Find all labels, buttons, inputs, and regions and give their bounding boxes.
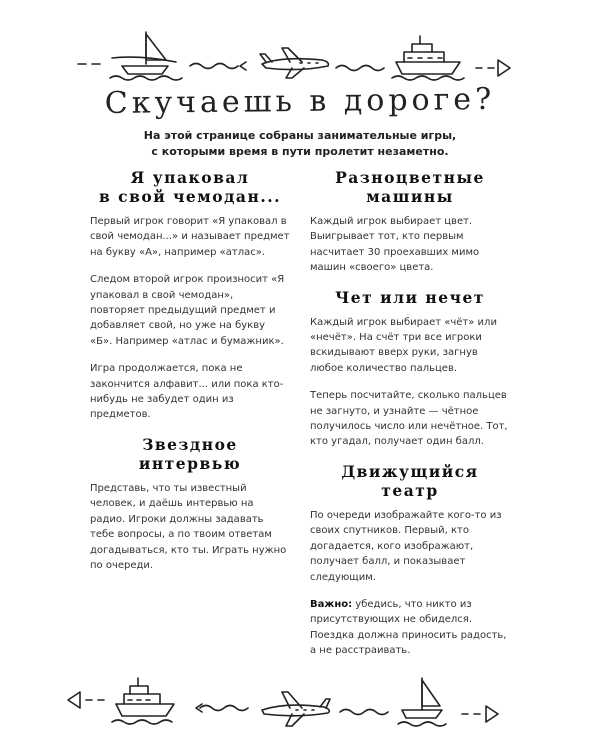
airplane-icon — [262, 692, 330, 726]
section-heading-star-interview — [90, 435, 290, 473]
wave-arrow-icon — [196, 704, 248, 712]
wave-icon-2 — [336, 66, 384, 71]
bottom-travel-border — [0, 670, 600, 736]
paragraph: Первый игрок говорит «Я упаковал в свой чемодан...» и называет предмет на букву «А», например «атлас». — [90, 216, 290, 258]
paragraph: По очереди изображайте кого-то из своих спутников. Первый, кто догадается, кого изображают, получает балл, и показывает следующим. — [310, 509, 502, 583]
heading-line: Движущийся — [341, 461, 479, 481]
ship-icon — [112, 678, 174, 724]
heading-line: интервью — [138, 453, 242, 473]
wave-icon — [190, 62, 246, 70]
arrow-right-icon — [462, 706, 498, 722]
paragraph: Каждый игрок выбирает цвет. Выигрывает тот, кто первым насчитает 30 проехавших мимо машин «своего» цвета. — [310, 216, 480, 274]
airplane-icon — [260, 48, 328, 78]
arrow-right-icon — [476, 60, 510, 76]
section-heading-suitcase — [90, 168, 290, 206]
sailboat-icon — [398, 678, 446, 726]
important-text: убедись, что никто из присутствующих не обиделся. Поездка должна приносить радость, а не расстраивать. — [310, 598, 507, 657]
important-label: Важно: — [310, 598, 353, 610]
ship-icon — [392, 36, 464, 80]
intro-text — [60, 128, 540, 160]
paragraph: Игра продолжается, пока не закончится алфавит... или пока кто-нибудь не забудет один из предметов. — [90, 363, 284, 421]
paragraph-important — [310, 597, 510, 659]
paragraph: Следом второй игрок произносит «Я упаковал в свой чемодан», повторяет предыдущий предмет и добавляет свой, но уже на букву «Б». Например «атлас и бумажник». — [90, 274, 285, 347]
arrow-left-icon — [68, 692, 104, 708]
intro-line-1: На этой странице собраны занимательные игры, — [143, 129, 457, 142]
section-heading-odd-even — [310, 288, 510, 307]
section-heading-colored-cars — [310, 168, 510, 206]
page-title: Скучаешь в дороге? — [104, 81, 496, 122]
right-column — [310, 168, 510, 671]
paragraph: Представь, что ты известный человек, и даёшь интервью на радио. Игроки должны задавать тебе вопросы, а по твоим ответам догадываться, кто ты. Играть нужно по очереди. — [90, 482, 287, 571]
paragraph: Каждый игрок выбирает «чёт» или «нечёт». На счёт три все игроки вскидывают вверх руки, загнув любое количество пальцев. — [310, 316, 497, 374]
heading-line: Чет или нечет — [335, 287, 485, 307]
section-moving-theater — [310, 462, 510, 659]
wave-icon — [340, 710, 388, 715]
section-colored-cars — [310, 168, 510, 276]
intro-line-2: с которыми время в пути пролетит незаметно. — [151, 145, 449, 158]
heading-line: Я упаковал — [130, 168, 250, 187]
section-star-interview — [90, 435, 290, 573]
paragraph: Теперь посчитайте, сколько пальцев не загнуто, и узнайте — чётное получилось число или нечётное. Тот, кто угадал, получает один балл. — [310, 390, 508, 448]
section-heading-moving-theater — [310, 462, 510, 500]
heading-line: машины — [366, 187, 454, 206]
heading-line: в свой чемодан... — [98, 187, 282, 206]
left-column — [90, 168, 290, 585]
heading-line: Звездное — [142, 434, 238, 454]
section-odd-even — [310, 288, 510, 450]
section-suitcase — [90, 168, 290, 423]
sailboat-icon — [110, 32, 182, 80]
heading-line: Разноцветные — [335, 168, 485, 187]
heading-line: театр — [381, 480, 439, 500]
top-travel-border — [0, 22, 600, 84]
